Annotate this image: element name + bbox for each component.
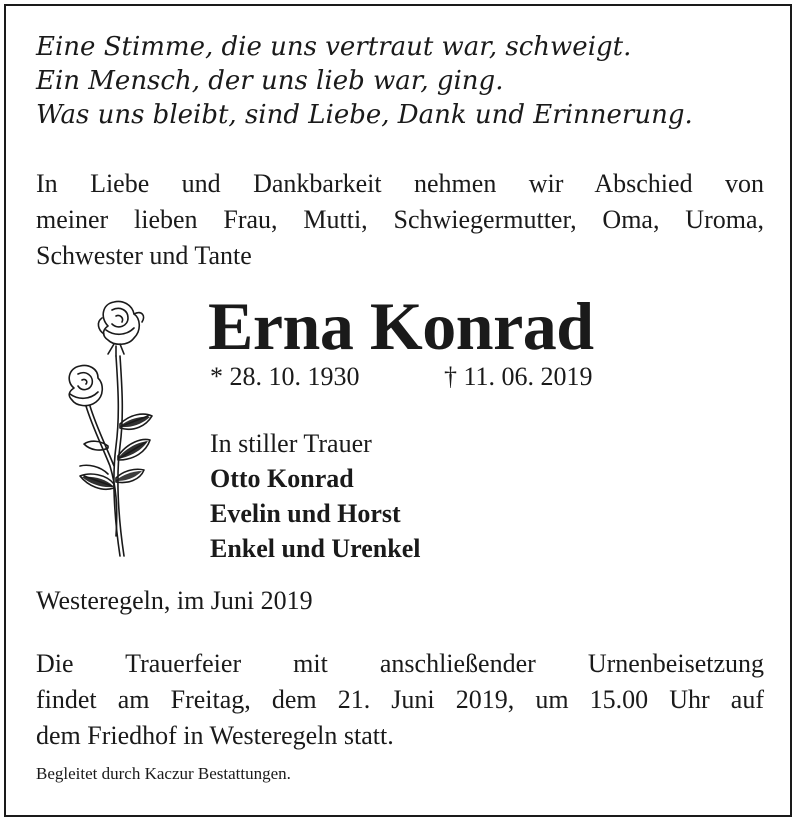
mourners-heading: In stiller Trauer xyxy=(210,429,372,458)
intro-line: In Liebe und Dankbarkeit nehmen wir Abschied von xyxy=(36,169,764,198)
place-and-date: Westeregeln, im Juni 2019 xyxy=(36,586,313,615)
intro-text xyxy=(36,166,764,274)
poem-line: Was uns bleibt, sind Liebe, Dank und Erinnerung. xyxy=(36,100,693,130)
poem-line: Eine Stimme, die uns vertraut war, schweigt. xyxy=(36,32,632,62)
mourner-name: Evelin und Horst xyxy=(210,499,401,528)
deceased-name: Erna Konrad xyxy=(208,288,594,364)
mourners-block xyxy=(210,426,420,566)
mourner-name: Enkel und Urenkel xyxy=(210,534,421,563)
intro-line: Schwester und Tante xyxy=(36,241,252,270)
mourner-name: Otto Konrad xyxy=(210,464,354,493)
funeral-line: findet am Freitag, dem 21. Juni 2019, um 15.00 Uhr auf xyxy=(36,685,764,714)
undertaker-credit: Begleitet durch Kaczur Bestattungen. xyxy=(36,764,291,783)
life-dates xyxy=(210,360,593,394)
funeral-details xyxy=(36,646,764,754)
death-date: † 11. 06. 2019 xyxy=(444,362,593,391)
rose-illustration-icon xyxy=(50,296,170,566)
birth-date: * 28. 10. 1930 xyxy=(210,362,360,391)
poem xyxy=(36,30,693,132)
funeral-line: Die Trauerfeier mit anschließender Urnenbeisetzung xyxy=(36,649,764,678)
funeral-line: dem Friedhof in Westeregeln statt. xyxy=(36,721,394,750)
intro-line: meiner lieben Frau, Mutti, Schwiegermutter, Oma, Uroma, xyxy=(36,205,764,234)
poem-line: Ein Mensch, der uns lieb war, ging. xyxy=(36,66,504,96)
